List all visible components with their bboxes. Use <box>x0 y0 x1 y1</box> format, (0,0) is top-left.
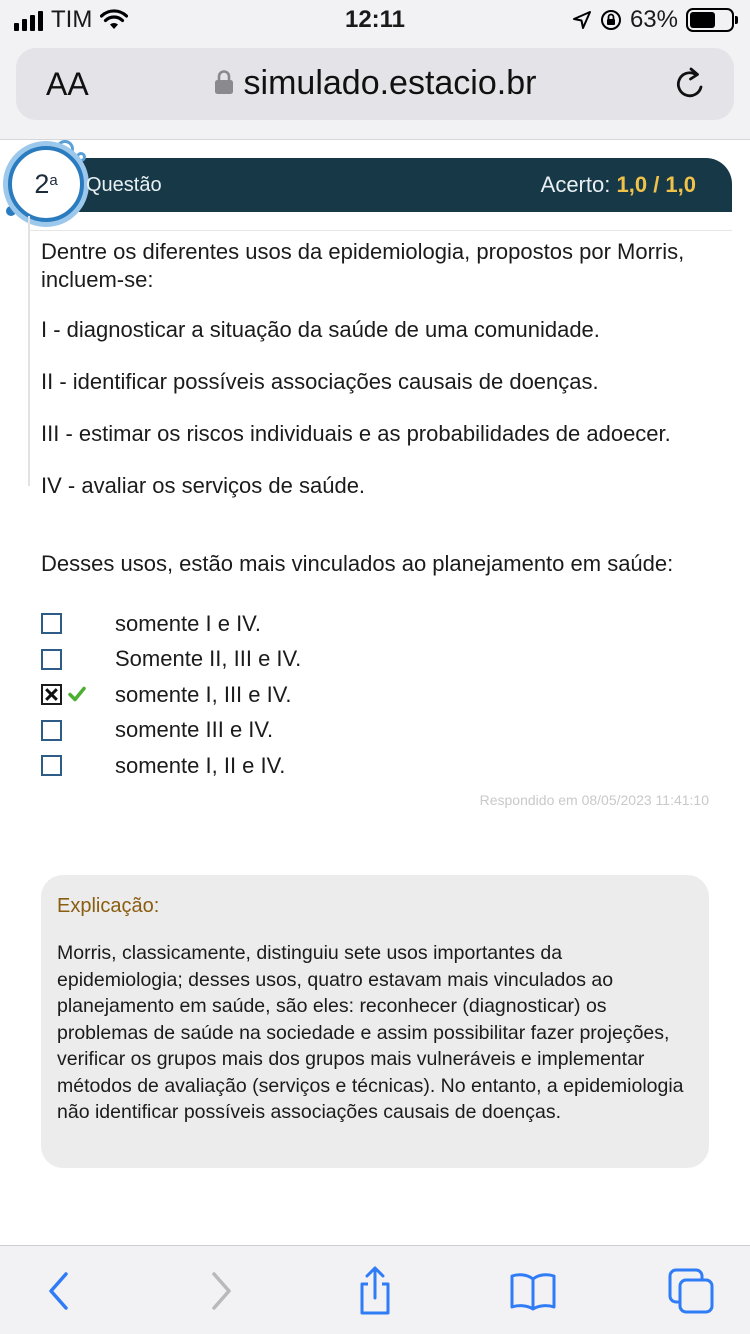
question-number-suffix: a <box>49 171 58 189</box>
question-prompt: Desses usos, estão mais vinculados ao planejamento em saúde: <box>41 551 674 576</box>
score-total: / 1,0 <box>653 172 696 197</box>
url-display[interactable] <box>16 64 734 103</box>
question-item: IV - avaliar os serviços de saúde. <box>41 473 366 498</box>
question-title: Questão <box>86 174 162 196</box>
tabs-icon <box>667 1267 715 1315</box>
option-label: somente I e IV. <box>115 610 261 636</box>
explanation-box <box>41 875 709 1168</box>
question-number-badge <box>8 146 84 222</box>
book-icon <box>509 1271 557 1311</box>
answer-option-selected[interactable] <box>41 677 701 713</box>
divider <box>28 216 30 486</box>
url-bar[interactable] <box>16 48 734 120</box>
explanation-title: Explicação: <box>57 895 160 917</box>
option-label: somente I, III e IV. <box>115 681 292 707</box>
forward-chevron-icon <box>208 1271 234 1311</box>
answer-option[interactable] <box>41 606 701 642</box>
option-label: somente III e IV. <box>115 717 274 743</box>
checkbox[interactable] <box>41 755 62 776</box>
option-label: somente I, II e IV. <box>115 752 286 778</box>
score-value: 1,0 <box>616 172 648 197</box>
clock: 12:11 <box>344 6 406 33</box>
answer-option[interactable] <box>41 642 701 678</box>
bookmarks-button[interactable] <box>508 1266 558 1316</box>
correct-check-icon <box>68 686 86 702</box>
explanation-text: Morris, classicamente, distinguiu sete usos importantes da epidemiologia; desses usos, quatro estavam mais vinculados ao planejamento em saúde, são eles: reconhecer (diagnosticar) os problemas de saúde na sociedade e assim possibilitar fazer projeções, verificar os grupos mais dos grupos mais vulneráveis e implementar métodos de avaliação (serviços e técnicas). No entanto, a epidemiologia não identificar possíveis associações causais de doenças. <box>57 942 684 1123</box>
answer-options <box>41 606 701 784</box>
orientation-lock-icon <box>600 9 622 31</box>
share-icon <box>355 1266 395 1316</box>
carrier-name: TIM <box>51 6 93 33</box>
answer-option[interactable] <box>41 748 701 784</box>
decor-bubble <box>6 206 16 216</box>
question-item: II - identificar possíveis associações causais de doenças. <box>41 369 599 394</box>
question-intro: Dentre os diferentes usos da epidemiologia, propostos por Morris, incluem-se: <box>41 239 685 292</box>
checkbox[interactable] <box>41 649 62 670</box>
divider <box>30 230 732 231</box>
browser-address-area <box>0 40 750 140</box>
tabs-button[interactable] <box>666 1266 716 1316</box>
score-label: Acerto: <box>540 172 611 197</box>
lock-icon <box>214 69 234 95</box>
answered-timestamp: Respondido em 08/05/2023 11:41:10 <box>479 792 709 808</box>
checkbox[interactable] <box>41 720 62 741</box>
checkbox-checked[interactable] <box>41 684 62 705</box>
reload-icon[interactable] <box>674 66 708 102</box>
answer-option[interactable] <box>41 713 701 749</box>
score <box>541 172 696 198</box>
text-size-label: AA <box>46 66 89 102</box>
battery-icon <box>686 8 734 32</box>
battery-percent: 63% <box>629 6 678 33</box>
option-label: Somente II, III e IV. <box>115 646 302 672</box>
forward-button[interactable] <box>196 1266 246 1316</box>
decor-bubble <box>76 152 86 162</box>
share-button[interactable] <box>350 1266 400 1316</box>
question-number: 2 <box>34 168 50 199</box>
back-button[interactable] <box>34 1266 84 1316</box>
question-item: III - estimar os riscos individuais e as probabilidades de adoecer. <box>41 421 671 446</box>
back-chevron-icon <box>46 1271 72 1311</box>
status-right <box>572 6 734 34</box>
browser-toolbar <box>0 1245 750 1334</box>
question-item: I - diagnosticar a situação da saúde de uma comunidade. <box>41 317 600 342</box>
status-bar <box>0 0 750 40</box>
location-arrow-icon <box>572 10 592 30</box>
url-text: simulado.estacio.br <box>243 64 537 102</box>
checkbox[interactable] <box>41 613 62 634</box>
